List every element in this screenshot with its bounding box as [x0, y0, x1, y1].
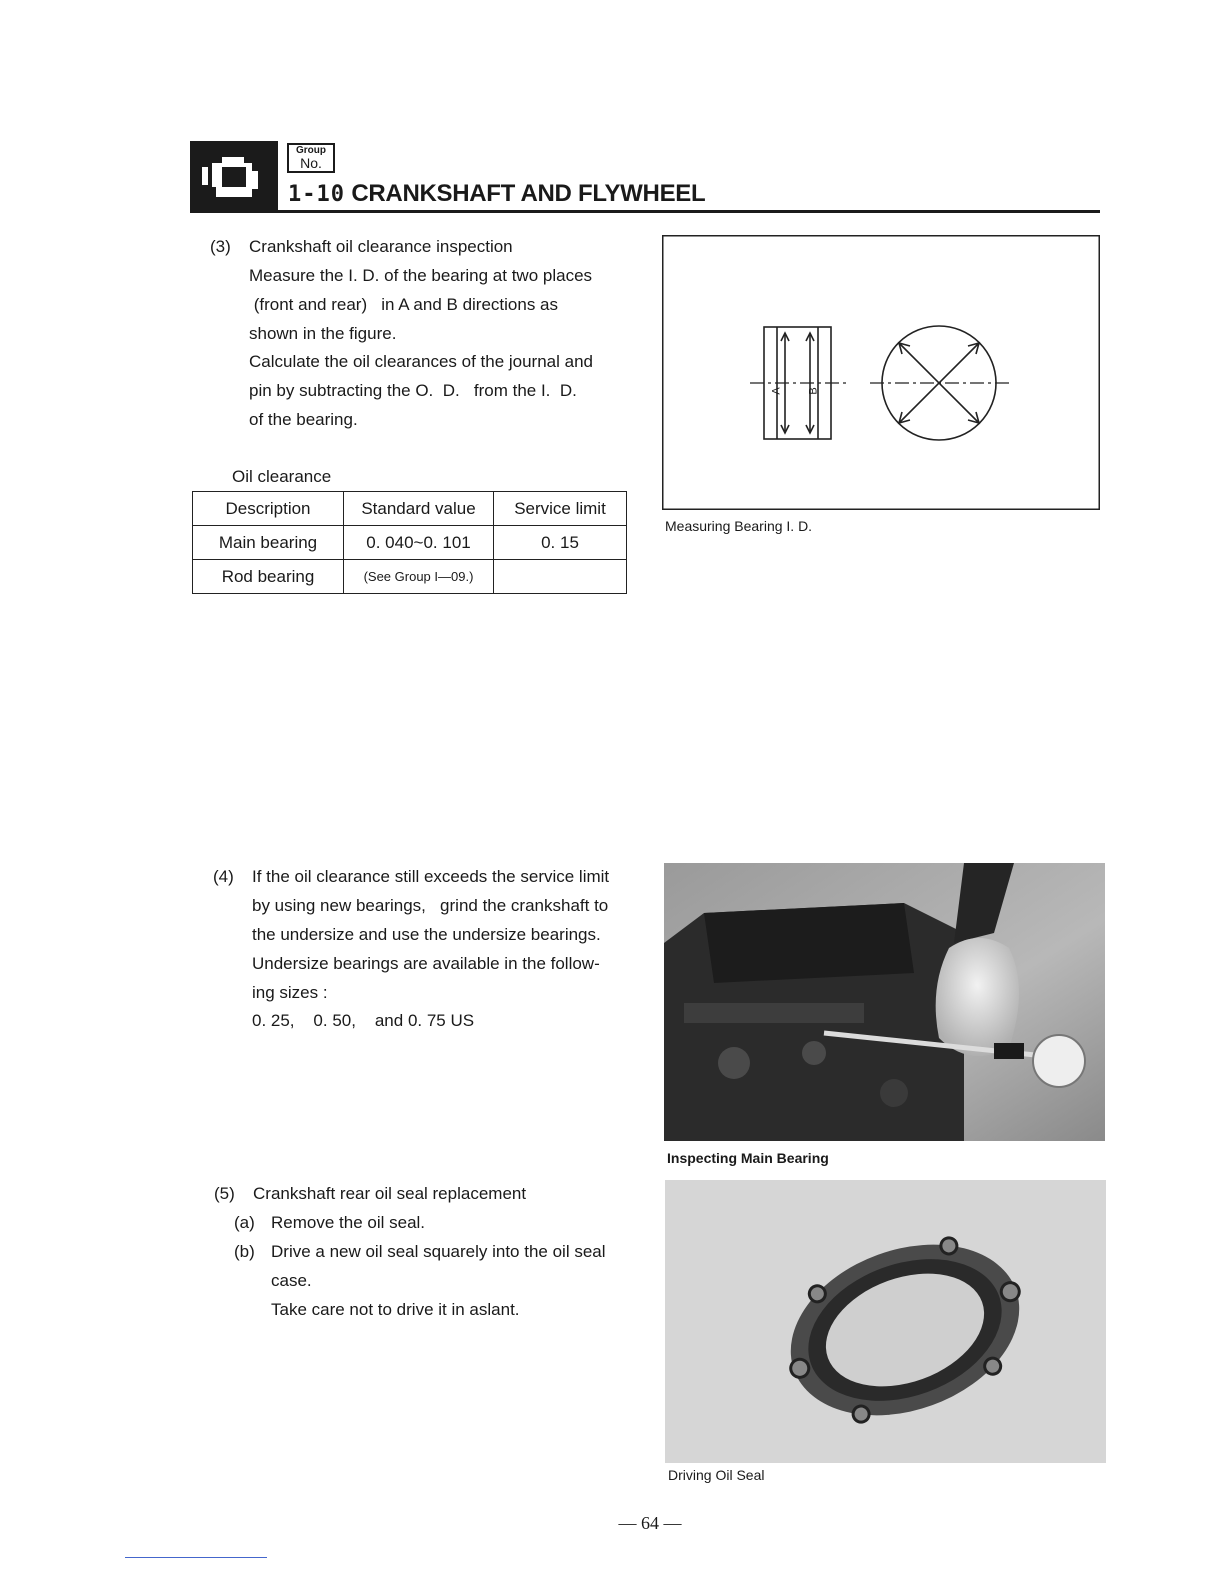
- step-3-number: (3): [210, 237, 231, 256]
- group-number-box: [287, 143, 335, 173]
- step-3-line-1: Measure the I. D. of the bearing at two places: [249, 266, 593, 285]
- cell-rod-bearing: Rod bearing: [193, 560, 344, 594]
- step-5-heading: Crankshaft rear oil seal replacement: [253, 1184, 527, 1203]
- engine-group-icon: [190, 141, 278, 211]
- step-4-number: (4): [213, 867, 234, 886]
- section-number: 1-10: [288, 182, 345, 207]
- header-standard-value: Standard value: [344, 492, 494, 526]
- photo-inspecting-main-bearing: [664, 863, 1105, 1141]
- cell-rod-standard: (See Group I—09.): [344, 560, 494, 594]
- table-header-row: [193, 492, 627, 526]
- step-3-line-5: pin by subtracting the O. D. from the I. D.: [249, 381, 577, 400]
- step-4-line-2: by using new bearings, grind the crankshaft to: [252, 896, 609, 915]
- bearing-id-figure: [662, 235, 1100, 510]
- page-number: — 64 —: [618, 1513, 682, 1533]
- oil-clearance-table: [192, 491, 627, 594]
- step-4-sizes: 0. 25, 0. 50, and 0. 75 US: [252, 1011, 475, 1030]
- step-5a-marker: (a): [234, 1213, 255, 1232]
- group-label: Group: [296, 145, 326, 156]
- header-description: Description: [193, 492, 344, 526]
- step-5b-line-1: Drive a new oil seal squarely into the oil seal: [271, 1242, 606, 1261]
- step-5b-line-2: case.: [271, 1271, 312, 1290]
- photo-driving-oil-seal: [665, 1180, 1106, 1463]
- step-3-line-2: (front and rear) in A and B directions as: [249, 295, 558, 314]
- step-3-heading: Crankshaft oil clearance inspection: [249, 237, 513, 256]
- page-title: [288, 180, 705, 208]
- step-5b-marker: (b): [234, 1242, 255, 1261]
- table-row: [193, 560, 627, 594]
- step-3-line-4: Calculate the oil clearances of the journal and: [249, 352, 593, 371]
- step-5-number: (5): [214, 1184, 235, 1203]
- photo-caption-main-bearing: Inspecting Main Bearing: [667, 1150, 829, 1166]
- no-label: No.: [300, 155, 322, 171]
- step-4-line-4: Undersize bearings are available in the follow-: [252, 954, 600, 973]
- table-title: Oil clearance: [232, 467, 332, 486]
- step-3-line-6: of the bearing.: [249, 410, 358, 429]
- section-title: CRANKSHAFT AND FLYWHEEL: [351, 180, 706, 207]
- step-5b-line-3: Take care not to drive it in aslant.: [271, 1300, 520, 1319]
- step-4-line-5: ing sizes :: [252, 983, 328, 1002]
- step-5a-text: Remove the oil seal.: [271, 1213, 426, 1232]
- figure-caption-bearing-id: Measuring Bearing I. D.: [665, 518, 813, 534]
- step-3-line-3: shown in the figure.: [249, 324, 397, 343]
- cell-rod-limit: [494, 560, 627, 594]
- footer-line: [125, 1557, 267, 1558]
- table-row: [193, 526, 627, 560]
- cell-main-limit: 0. 15: [494, 526, 627, 560]
- dimension-a-label: A: [770, 387, 783, 395]
- cell-main-standard: 0. 040~0. 101: [344, 526, 494, 560]
- dimension-b-label: B: [807, 387, 820, 395]
- header-rule: [190, 210, 1100, 213]
- step-4-line-1: If the oil clearance still exceeds the service limit: [252, 867, 610, 886]
- step-4-line-3: the undersize and use the undersize bearings.: [252, 925, 601, 944]
- photo-caption-oil-seal: Driving Oil Seal: [668, 1467, 765, 1483]
- header-service-limit: Service limit: [494, 492, 627, 526]
- cell-main-bearing: Main bearing: [193, 526, 344, 560]
